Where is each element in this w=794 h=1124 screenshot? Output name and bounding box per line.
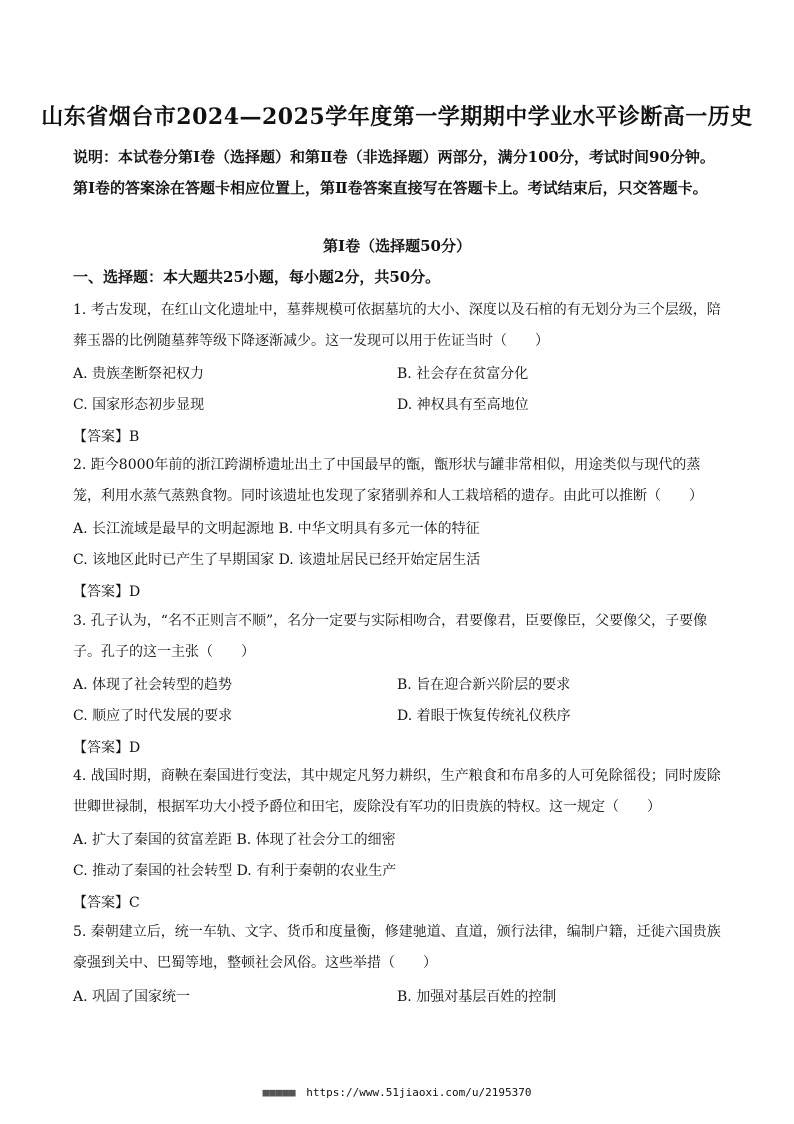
question-1-option-b: B. 社会存在贫富分化 [397, 366, 529, 382]
footer-watermark-mark: ■■■■■ [262, 1086, 296, 1099]
question-4-options-ab: A. 扩大了秦国的贫富差距 B. 体现了社会分工的细密 [73, 832, 396, 848]
question-1-answer: 【答案】B [73, 429, 140, 445]
question-4-options-cd: C. 推动了秦国的社会转型 D. 有利于秦朝的农业生产 [73, 863, 397, 879]
question-1-option-d: D. 神权具有至高地位 [397, 397, 529, 413]
question-1-option-c: C. 国家形态初步显现 [73, 397, 205, 413]
question-2-options-ab: A. 长江流域是最早的文明起源地 B. 中华文明具有多元一体的特征 [73, 521, 480, 537]
question-3-option-d: D. 着眼于恢复传统礼仪秩序 [397, 708, 571, 724]
footer-url-link[interactable]: https://www.51jiaoxi.com/u/2195370 [306, 1086, 532, 1099]
question-2-answer: 【答案】D [73, 584, 141, 600]
section-title: 第Ⅰ卷（选择题50分） [323, 237, 471, 255]
question-3-answer: 【答案】D [73, 740, 141, 756]
part-heading: 一、选择题：本大题共25小题，每小题2分，共50分。 [73, 268, 441, 286]
document-title: 山东省烟台市2024—2025学年度第一学期期中学业水平诊断高一历史 [41, 104, 753, 130]
question-3-stem: 3. 孔子认为，“名不正则言不顺”，名分一定要与实际相吻合，君要像君，臣要像臣，父要像父，子要像子。孔子的这一主张（ ） [73, 613, 708, 660]
question-4-answer: 【答案】C [73, 895, 140, 911]
question-1-option-a: A. 贵族垄断祭祀权力 [73, 366, 205, 382]
question-5-stem: 5. 秦朝建立后，统一车轨、文字、货币和度量衡，修建驰道、直道，颁行法律，编制户籍，迁徙六国贵族豪强到关中、巴蜀等地，整顿社会风俗。这些举措（ ） [73, 924, 721, 971]
question-3-option-a: A. 体现了社会转型的趋势 [73, 677, 233, 693]
question-3-option-b: B. 旨在迎合新兴阶层的要求 [397, 677, 571, 693]
question-3-option-c: C. 顺应了时代发展的要求 [73, 708, 233, 724]
question-5-option-a: A. 巩固了国家统一 [73, 989, 191, 1005]
question-2-options-cd: C. 该地区此时已产生了早期国家 D. 该遗址居民已经开始定居生活 [73, 552, 481, 568]
exam-instructions: 说明：本试卷分第Ⅰ卷（选择题）和第Ⅱ卷（非选择题）两部分，满分100分，考试时间90分钟。第Ⅰ卷的答案涂在答题卡相应位置上，第Ⅱ卷答案直接写在答题卡上。考试结束后，只交答题卡。 [73, 148, 715, 197]
question-1-stem: 1. 考古发现，在红山文化遗址中，墓葬规模可依据墓坑的大小、深度以及石棺的有无划分为三个层级，陪葬玉器的比例随墓葬等级下降逐渐减少。这一发现可以用于佐证当时（ ） [73, 302, 721, 349]
question-5-option-b: B. 加强对基层百姓的控制 [397, 989, 557, 1005]
question-4-stem: 4. 战国时期，商鞅在秦国进行变法，其中规定凡努力耕织，生产粮食和布帛多的人可免除徭役；同时废除世卿世禄制，根据军功大小授予爵位和田宅，废除没有军功的旧贵族的特权。这一规定（ ） [73, 768, 721, 815]
question-2-stem: 2. 距今8000年前的浙江跨湖桥遗址出土了中国最早的甑，甑形状与罐非常相似，用途类似与现代的蒸笼，利用水蒸气蒸熟食物。同时该遗址也发现了家猪驯养和人工栽培稻的遗存。由此可以推断（ ） [73, 457, 703, 504]
page-footer [0, 1086, 794, 1099]
